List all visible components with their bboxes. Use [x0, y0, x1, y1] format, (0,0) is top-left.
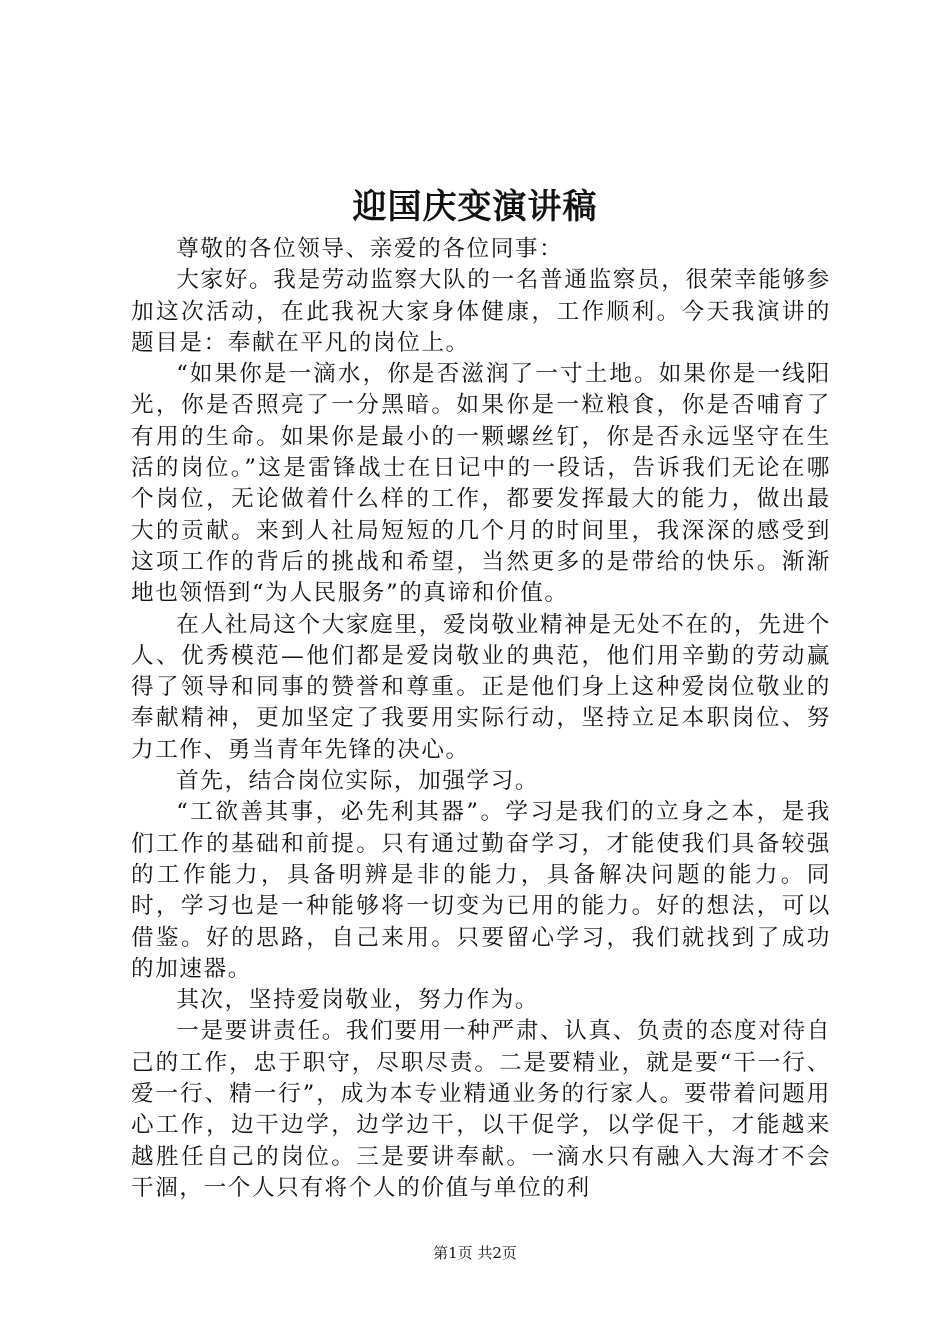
- document-body: [131, 234, 831, 1204]
- page-footer: 第1页 共2页: [433, 1244, 517, 1262]
- paragraph-study: “工欲善其事，必先利其器”。学习是我们的立身之本，是我们工作的基础和前提。只有通过勤奋学习，才能使我们具备较强的工作能力，具备明辨是非的能力，具备解决问题的能力。同时，学习也是一种能够将一切变为已用的能力。好的想法，可以借鉴。好的思路，自己来用。只要留心学习，我们就找到了成功的加速器。: [131, 799, 831, 982]
- paragraph-first-point: 首先，结合岗位实际，加强学习。: [176, 768, 540, 795]
- paragraph-salutation: 尊敬的各位领导、亲爱的各位同事：: [176, 236, 564, 262]
- paragraph-responsibility: 一是要讲责任。我们要用一种严肃、认真、负责的态度对待自己的工作，忠于职守，尽职尽责。二是要精业，就是要“干一行、爱一行、精一行”，成为本专业精通业务的行家人。要带着问题用心工作，边干边学，边学边干，以干促学，以学促干，才能越来越胜任自己的岗位。三是要讲奉献。一滴水只有融入大海才不会干涸，一个人只有将个人的价值与单位的利: [131, 1018, 831, 1201]
- document-title: 迎国庆变演讲稿: [352, 187, 598, 227]
- paragraph-greeting: 大家好。我是劳动监察大队的一名普通监察员，很荣幸能够参加这次活动，在此我祝大家身体健康，工作顺利。今天我演讲的题目是：奉献在平凡的岗位上。: [131, 267, 831, 356]
- paragraph-lei-feng-quote: “如果你是一滴水，你是否滋润了一寸土地。如果你是一线阳光，你是否照亮了一分黑暗。如果你是一粒粮食，你是否哺育了有用的生命。如果你是最小的一颗螺丝钉，你是否永远坚守在生活的岗位。”这是雷锋战士在日记中的一段话，告诉我们无论在哪个岗位，无论做着什么样的工作，都要发挥最大的能力，做出最大的贡献。来到人社局短短的几个月的时间里，我深深的感受到这项工作的背后的挑战和希望，当然更多的是带给的快乐。渐渐地也领悟到“为人民服务”的真谛和价值。: [131, 361, 831, 607]
- paragraph-second-point: 其次，坚持爱岗敬业，努力作为。: [176, 987, 540, 1014]
- paragraph-workplace: 在人社局这个大家庭里，爱岗敬业精神是无处不在的，先进个人、优秀模范—他们都是爱岗敬业的典范，他们用辛勤的劳动赢得了领导和同事的赞誉和尊重。正是他们身上这种爱岗位敬业的奉献精神，更加坚定了我要用实际行动，坚持立足本职岗位、努力工作、勇当青年先锋的决心。: [131, 611, 831, 763]
